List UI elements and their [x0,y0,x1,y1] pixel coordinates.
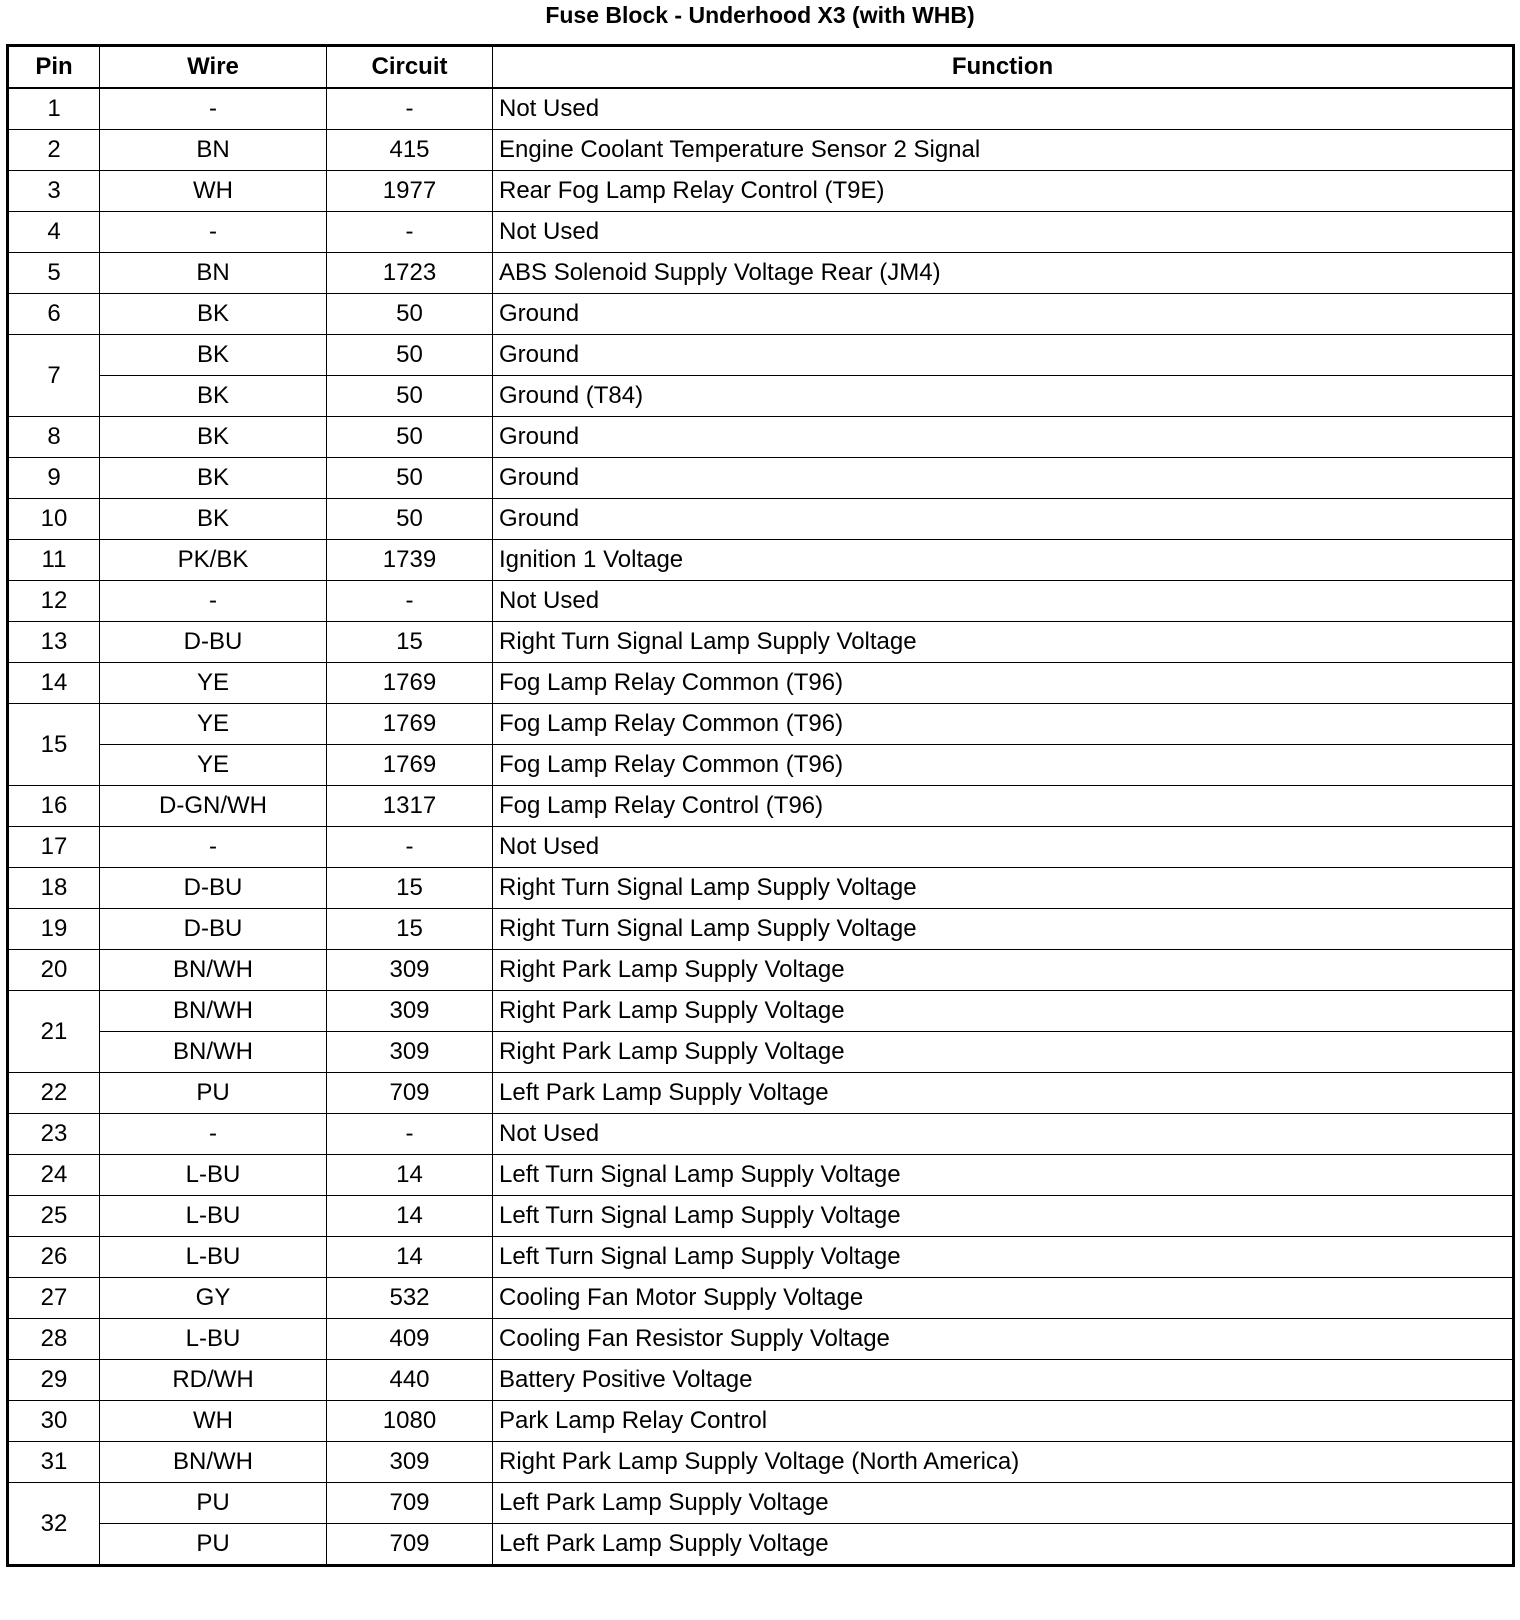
function-cell: Ground [493,294,1514,335]
pin-cell: 2 [8,130,100,171]
pin-cell: 10 [8,499,100,540]
table-row [8,458,1514,499]
table-row [8,868,1514,909]
circuit-cell: 14 [327,1237,493,1278]
wire-cell: BK [100,417,327,458]
circuit-cell: 1769 [327,663,493,704]
circuit-cell: 1769 [327,704,493,745]
function-cell: Battery Positive Voltage [493,1360,1514,1401]
wire-cell: WH [100,171,327,212]
function-cell: Cooling Fan Motor Supply Voltage [493,1278,1514,1319]
function-cell: Right Park Lamp Supply Voltage [493,991,1514,1032]
wire-cell: D-GN/WH [100,786,327,827]
circuit-cell: 50 [327,417,493,458]
wire-cell: - [100,88,327,130]
table-row [8,212,1514,253]
table-row [8,171,1514,212]
circuit-cell: 1317 [327,786,493,827]
pin-cell: 23 [8,1114,100,1155]
function-cell: Not Used [493,1114,1514,1155]
wire-cell: L-BU [100,1319,327,1360]
wire-cell: PU [100,1483,327,1524]
table-row [8,1483,1514,1524]
table-row [8,909,1514,950]
wire-cell: RD/WH [100,1360,327,1401]
page-title: Fuse Block - Underhood X3 (with WHB) [545,2,975,28]
wire-cell: BN/WH [100,1442,327,1483]
circuit-cell: 50 [327,499,493,540]
wire-cell: BK [100,499,327,540]
circuit-cell: 309 [327,1442,493,1483]
table-row [8,1524,1514,1566]
pin-cell: 7 [8,335,100,417]
table-row [8,1114,1514,1155]
pin-cell: 26 [8,1237,100,1278]
function-cell: Ignition 1 Voltage [493,540,1514,581]
wire-cell: BN [100,253,327,294]
wire-cell: BK [100,294,327,335]
circuit-cell: 14 [327,1196,493,1237]
function-cell: Fog Lamp Relay Common (T96) [493,704,1514,745]
circuit-cell: - [327,827,493,868]
function-cell: Ground [493,499,1514,540]
function-cell: Ground [493,335,1514,376]
circuit-cell: 440 [327,1360,493,1401]
wire-cell: PU [100,1073,327,1114]
function-cell: Right Turn Signal Lamp Supply Voltage [493,868,1514,909]
circuit-cell: 14 [327,1155,493,1196]
circuit-cell: 709 [327,1073,493,1114]
table-row [8,540,1514,581]
circuit-cell: 309 [327,950,493,991]
table-row [8,786,1514,827]
circuit-cell: - [327,1114,493,1155]
table-row [8,1360,1514,1401]
table-row [8,499,1514,540]
table-row [8,1401,1514,1442]
circuit-cell: 532 [327,1278,493,1319]
function-cell: Left Turn Signal Lamp Supply Voltage [493,1196,1514,1237]
circuit-cell: 50 [327,294,493,335]
circuit-cell: 415 [327,130,493,171]
wire-cell: BN/WH [100,950,327,991]
pin-cell: 4 [8,212,100,253]
pin-cell: 31 [8,1442,100,1483]
function-cell: Left Park Lamp Supply Voltage [493,1073,1514,1114]
header-circuit: Circuit [327,46,493,89]
wire-cell: BN/WH [100,1032,327,1073]
header-wire: Wire [100,46,327,89]
table-body [8,88,1514,1566]
function-cell: Left Turn Signal Lamp Supply Voltage [493,1237,1514,1278]
table-row [8,663,1514,704]
table-row [8,581,1514,622]
pin-cell: 12 [8,581,100,622]
pin-cell: 8 [8,417,100,458]
pin-cell: 1 [8,88,100,130]
wire-cell: - [100,1114,327,1155]
function-cell: Left Park Lamp Supply Voltage [493,1524,1514,1566]
pin-cell: 6 [8,294,100,335]
function-cell: Cooling Fan Resistor Supply Voltage [493,1319,1514,1360]
wire-cell: BK [100,335,327,376]
circuit-cell: 1769 [327,745,493,786]
wire-cell: BK [100,376,327,417]
function-cell: Right Turn Signal Lamp Supply Voltage [493,622,1514,663]
wire-cell: D-BU [100,622,327,663]
table-row [8,745,1514,786]
function-cell: Left Turn Signal Lamp Supply Voltage [493,1155,1514,1196]
circuit-cell: 15 [327,868,493,909]
function-cell: Ground [493,458,1514,499]
pin-cell: 28 [8,1319,100,1360]
pin-cell: 13 [8,622,100,663]
pin-cell: 25 [8,1196,100,1237]
function-cell: Right Park Lamp Supply Voltage (North America) [493,1442,1514,1483]
pin-cell: 24 [8,1155,100,1196]
circuit-cell: 709 [327,1483,493,1524]
circuit-cell: 50 [327,458,493,499]
table-row [8,991,1514,1032]
circuit-cell: 1739 [327,540,493,581]
wire-cell: - [100,212,327,253]
function-cell: Fog Lamp Relay Common (T96) [493,745,1514,786]
wire-cell: WH [100,1401,327,1442]
function-cell: Not Used [493,581,1514,622]
table-row [8,1032,1514,1073]
pin-cell: 17 [8,827,100,868]
wire-cell: L-BU [100,1196,327,1237]
pin-cell: 15 [8,704,100,786]
table-row [8,417,1514,458]
wire-cell: - [100,581,327,622]
table-row [8,1073,1514,1114]
table-row [8,622,1514,663]
table-row [8,88,1514,130]
table-header-row [8,46,1514,89]
pin-cell: 18 [8,868,100,909]
function-cell: Engine Coolant Temperature Sensor 2 Signal [493,130,1514,171]
function-cell: Rear Fog Lamp Relay Control (T9E) [493,171,1514,212]
circuit-cell: - [327,581,493,622]
table-row [8,1155,1514,1196]
wire-cell: YE [100,745,327,786]
wire-cell: L-BU [100,1237,327,1278]
circuit-cell: 309 [327,1032,493,1073]
pin-cell: 9 [8,458,100,499]
circuit-cell: - [327,88,493,130]
pin-cell: 3 [8,171,100,212]
circuit-cell: 50 [327,376,493,417]
table-row [8,376,1514,417]
function-cell: Left Park Lamp Supply Voltage [493,1483,1514,1524]
function-cell: Right Park Lamp Supply Voltage [493,950,1514,991]
table-row [8,950,1514,991]
table-row [8,253,1514,294]
pin-cell: 29 [8,1360,100,1401]
pin-cell: 22 [8,1073,100,1114]
table-row [8,130,1514,171]
pin-cell: 27 [8,1278,100,1319]
header-function: Function [493,46,1514,89]
circuit-cell: 1723 [327,253,493,294]
circuit-cell: 15 [327,909,493,950]
pin-cell: 5 [8,253,100,294]
pin-cell: 30 [8,1401,100,1442]
wire-cell: GY [100,1278,327,1319]
function-cell: Not Used [493,212,1514,253]
function-cell: Fog Lamp Relay Control (T96) [493,786,1514,827]
circuit-cell: - [327,212,493,253]
table-row [8,335,1514,376]
pin-cell: 14 [8,663,100,704]
function-cell: Not Used [493,827,1514,868]
pin-cell: 20 [8,950,100,991]
table-row [8,1278,1514,1319]
circuit-cell: 1977 [327,171,493,212]
pin-cell: 32 [8,1483,100,1566]
pin-cell: 21 [8,991,100,1073]
wire-cell: PU [100,1524,327,1566]
wire-cell: D-BU [100,909,327,950]
function-cell: Fog Lamp Relay Common (T96) [493,663,1514,704]
table-row [8,704,1514,745]
wire-cell: BK [100,458,327,499]
function-cell: Ground [493,417,1514,458]
table-row [8,1319,1514,1360]
pin-cell: 16 [8,786,100,827]
circuit-cell: 709 [327,1524,493,1566]
header-pin: Pin [8,46,100,89]
wire-cell: L-BU [100,1155,327,1196]
circuit-cell: 1080 [327,1401,493,1442]
wire-cell: YE [100,663,327,704]
circuit-cell: 15 [327,622,493,663]
pin-cell: 19 [8,909,100,950]
function-cell: Right Park Lamp Supply Voltage [493,1032,1514,1073]
table-row [8,1442,1514,1483]
wire-cell: YE [100,704,327,745]
pinout-table [6,44,1515,1567]
table-row [8,827,1514,868]
wire-cell: BN [100,130,327,171]
function-cell: ABS Solenoid Supply Voltage Rear (JM4) [493,253,1514,294]
circuit-cell: 309 [327,991,493,1032]
pin-cell: 11 [8,540,100,581]
function-cell: Right Turn Signal Lamp Supply Voltage [493,909,1514,950]
wire-cell: BN/WH [100,991,327,1032]
function-cell: Not Used [493,88,1514,130]
table-row [8,294,1514,335]
function-cell: Ground (T84) [493,376,1514,417]
wire-cell: PK/BK [100,540,327,581]
wire-cell: - [100,827,327,868]
table-row [8,1237,1514,1278]
wire-cell: D-BU [100,868,327,909]
circuit-cell: 50 [327,335,493,376]
function-cell: Park Lamp Relay Control [493,1401,1514,1442]
circuit-cell: 409 [327,1319,493,1360]
table-row [8,1196,1514,1237]
